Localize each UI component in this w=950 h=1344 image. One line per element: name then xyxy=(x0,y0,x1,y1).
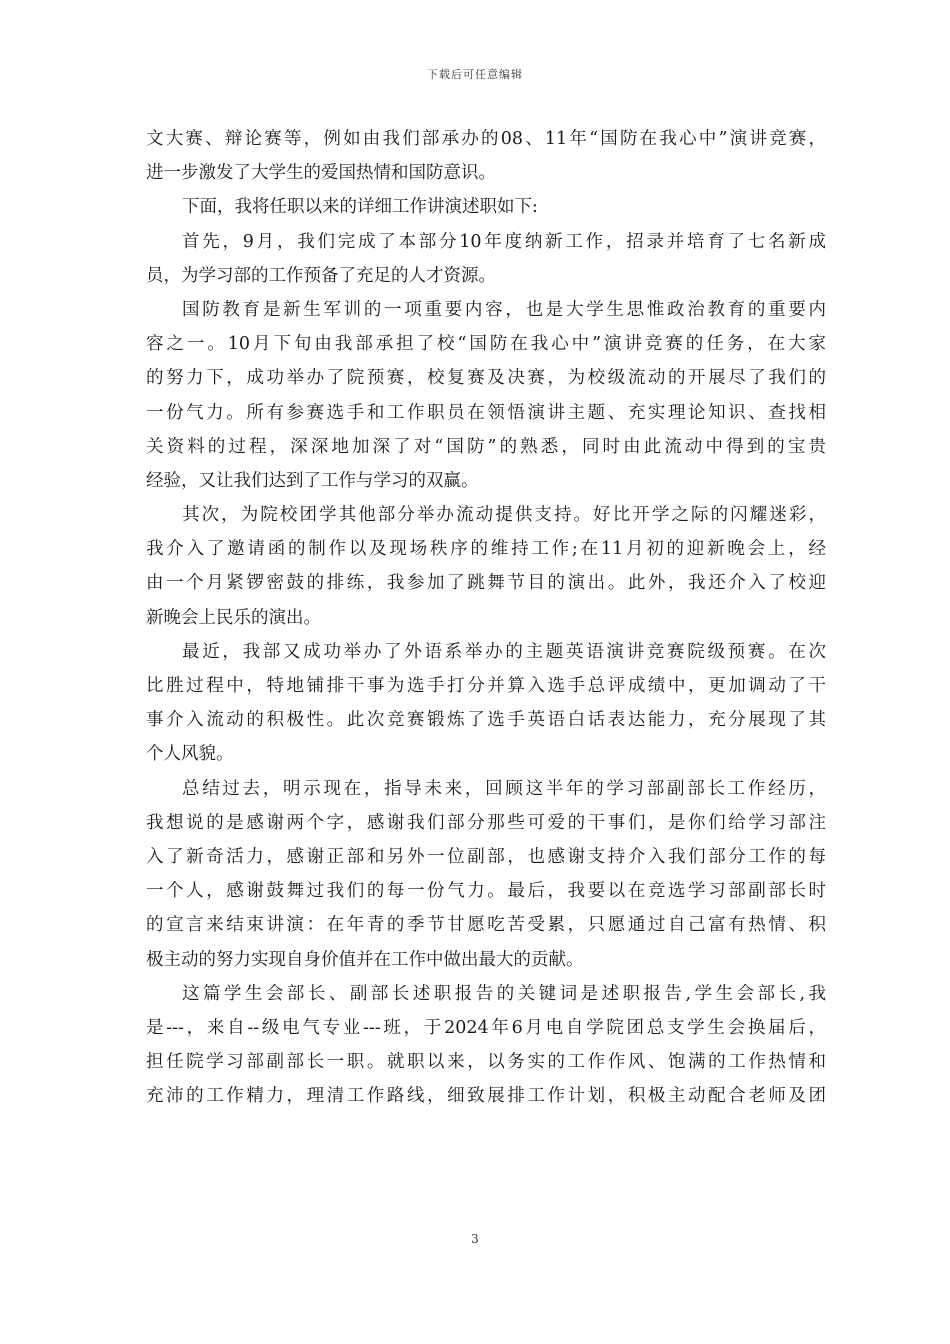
text-line: 新晚会上民乐的演出。 xyxy=(146,607,321,628)
text-line: 事介入流动的积极性。此次竞赛锻炼了选手英语白话表达能力，充分展现了其 xyxy=(146,710,826,731)
text-line: 最近，我部又成功举办了外语系举办的主题英语演讲竞赛院级预赛。在次 xyxy=(182,641,826,662)
text-line: 比胜过程中，特地铺排干事为选手打分并算入选手总评成绩中，更加调动了干 xyxy=(146,676,826,696)
text-line: 关资料的过程，深深地加深了对“国防”的熟悉，同时由此流动中得到的宝贵 xyxy=(146,436,826,457)
text-line: 由一个月紧锣密鼓的排练，我参加了跳舞节目的演出。此外，我还介入了校迎 xyxy=(146,573,826,594)
text-line: 充沛的工作精力，理清工作路线，细致展排工作计划，积极主动配合老师及团 xyxy=(146,1086,826,1107)
text-line: 进一步激发了大学生的爱国热情和国防意识。 xyxy=(146,163,496,184)
text-line: 我想说的是感谢两个字，感谢我们部分那些可爱的干事们，是你们给学习部注 xyxy=(146,812,826,833)
page-header: 下载后可任意编辑 xyxy=(427,68,523,81)
text-line: 这篇学生会部长、副部长述职报告的关键词是述职报告,学生会部长,我 xyxy=(182,983,826,1004)
text-line: 个人风貌。 xyxy=(146,744,234,765)
text-line: 极主动的努力实现自身价值并在工作中做出最大的贡献。 xyxy=(146,949,584,970)
text-line: 总结过去，明示现在，指导未来，回顾这半年的学习部副部长工作经历， xyxy=(182,778,826,799)
text-line: 的宣言来结束讲演：在年青的季节甘愿吃苦受累，只愿通过自己富有热情、积 xyxy=(146,915,826,936)
text-line: 入了新奇活力，感谢正部和另外一位副部，也感谢支持介入我们部分工作的每 xyxy=(146,846,826,867)
text-line: 员，为学习部的工作预备了充足的人才资源。 xyxy=(146,265,496,286)
text-line: 容之一。10月下旬由我部承担了校“国防在我心中”演讲竞赛的任务，在大家 xyxy=(146,334,826,355)
text-line: 国防教育是新生军训的一项重要内容，也是大学生思惟政治教育的重要内 xyxy=(182,299,826,320)
text-line: 的努力下，成功举办了院预赛，校复赛及决赛，为校级流动的开展尽了我们的 xyxy=(146,368,826,389)
text-line: 其次，为院校团学其他部分举办流动提供支持。好比开学之际的闪耀迷彩， xyxy=(182,505,826,526)
text-line: 下面，我将任职以来的详细工作讲演述职如下: xyxy=(182,197,538,218)
text-line: 一份气力。所有参赛选手和工作职员在领悟演讲主题、充实理论知识、查找相 xyxy=(146,402,826,423)
text-line: 经验，又让我们达到了工作与学习的双赢。 xyxy=(146,470,479,491)
text-line: 我介入了邀请函的制作以及现场秩序的维持工作;在11月初的迎新晚会上，经 xyxy=(146,539,826,560)
document-body xyxy=(146,122,826,1113)
text-line: 是---，来自--级电气专业---班，于2024年6月电自学院团总支学生会换届后， xyxy=(146,1017,826,1038)
text-line: 首先，9月，我们完成了本部分10年度纳新工作，招录并培育了七名新成 xyxy=(182,231,826,252)
text-line: 一个人，感谢鼓舞过我们的每一份气力。最后，我要以在竞选学习部副部长时 xyxy=(146,881,826,902)
page-number: 3 xyxy=(471,1232,479,1246)
text-line: 文大赛、辩论赛等，例如由我们部承办的08、11年“国防在我心中”演讲竞赛， xyxy=(146,129,826,149)
text-line: 担任院学习部副部长一职。就职以来，以务实的工作作风、饱满的工作热情和 xyxy=(146,1052,826,1073)
